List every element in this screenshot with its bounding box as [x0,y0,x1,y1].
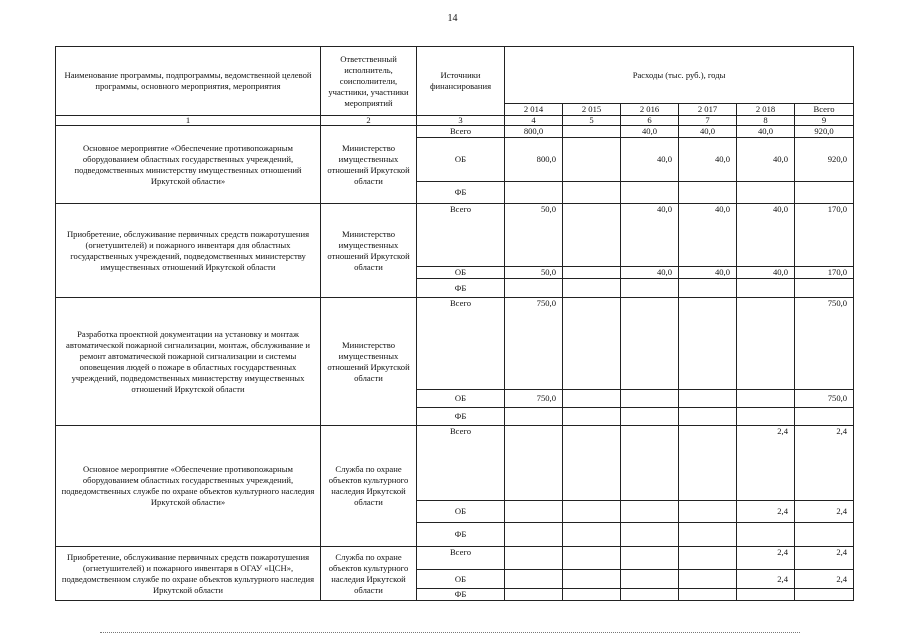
measure-name: Основное мероприятие «Обеспечение противопожарным оборудованием областных государственных учреждений, подведомственных министерству имущественных отношений Иркутской области» [56,126,321,204]
funding-source: Всего [417,204,505,267]
year-value [563,589,621,601]
responsible-executor: Служба по охране объектов культурного наследия Иркутской области [321,547,417,601]
year-value [563,138,621,182]
column-index: 1 [56,116,321,126]
year-value: 800,0 [505,138,563,182]
year-value [621,390,679,408]
year-value: 800,0 [505,126,563,138]
total-value: 2,4 [795,570,854,589]
header-expenses: Расходы (тыс. руб.), годы [505,47,854,104]
funding-source: ОБ [417,501,505,523]
column-index: 2 [321,116,417,126]
year-value [679,547,737,570]
year-value [621,408,679,426]
header-year: 2 017 [679,104,737,116]
column-index: 8 [737,116,795,126]
year-value [563,408,621,426]
year-value: 2,4 [737,547,795,570]
responsible-executor: Министерство имущественных отношений Иркутской области [321,126,417,204]
column-index: 3 [417,116,505,126]
total-value: 920,0 [795,126,854,138]
header-year: 2 015 [563,104,621,116]
year-value: 40,0 [679,138,737,182]
year-value [737,408,795,426]
year-value [621,501,679,523]
year-value [621,426,679,501]
measure-name: Приобретение, обслуживание первичных средств пожаротушения (огнетушителей) и пожарного инвентаря в ОГАУ «ЦСН», подведомственном службе по охране объектов культурного наследия Иркутской области [56,547,321,601]
funding-source: ОБ [417,390,505,408]
year-value [621,570,679,589]
total-value [795,589,854,601]
column-index: 4 [505,116,563,126]
year-value [505,279,563,298]
year-value [737,298,795,390]
page-number: 14 [447,13,458,24]
table-row [56,126,854,138]
year-value [563,501,621,523]
year-value [679,279,737,298]
year-value [505,501,563,523]
year-value [563,267,621,279]
year-value: 40,0 [737,204,795,267]
year-value [505,523,563,547]
year-value: 750,0 [505,298,563,390]
year-value [737,523,795,547]
header-responsible: Ответственный исполнитель, соисполнители, участники, участники мероприятий [321,47,417,116]
year-value [679,390,737,408]
year-value: 40,0 [679,126,737,138]
funding-source: ФБ [417,279,505,298]
header-name: Наименование программы, подпрограммы, ведомственной целевой программы, основного мероприятия, мероприятия [56,47,321,116]
funding-source: ФБ [417,523,505,547]
column-index: 5 [563,116,621,126]
year-value: 50,0 [505,204,563,267]
year-value [621,547,679,570]
year-value: 40,0 [621,204,679,267]
year-value: 750,0 [505,390,563,408]
funding-source: ОБ [417,267,505,279]
header-year: 2 018 [737,104,795,116]
table-row [56,298,854,390]
year-value [737,279,795,298]
responsible-executor: Министерство имущественных отношений Иркутской области [321,298,417,426]
year-value [505,408,563,426]
total-value: 920,0 [795,138,854,182]
funding-source: ФБ [417,589,505,601]
year-value [505,589,563,601]
responsible-executor: Служба по охране объектов культурного наследия Иркутской области [321,426,417,547]
funding-source: Всего [417,126,505,138]
year-value [679,408,737,426]
header-year: 2 014 [505,104,563,116]
funding-source: ОБ [417,138,505,182]
year-value [563,182,621,204]
year-value: 40,0 [737,267,795,279]
total-value: 2,4 [795,501,854,523]
funding-source: ОБ [417,570,505,589]
scan-edge-line [100,632,800,633]
column-index: 7 [679,116,737,126]
year-value: 40,0 [621,267,679,279]
year-value [505,570,563,589]
measure-name: Основное мероприятие «Обеспечение противопожарным оборудованием областных государственных учреждений, подведомственных службе по охране объектов культурного наследия Иркутской области» [56,426,321,547]
year-value [621,182,679,204]
year-value [563,204,621,267]
total-value: 2,4 [795,547,854,570]
year-value [621,589,679,601]
header-year: 2 016 [621,104,679,116]
total-value [795,182,854,204]
year-value: 40,0 [737,138,795,182]
measure-name: Разработка проектной документации на установку и монтаж автоматической пожарной сигнализации, монтаж, обслуживание и ремонт автоматической пожарной сигнализации и системы оповещения людей о пожаре в областных государственных учреждений, подведомственных министерству имущественных отношений Иркутской области [56,298,321,426]
year-value [563,298,621,390]
year-value: 50,0 [505,267,563,279]
year-value: 2,4 [737,426,795,501]
year-value: 2,4 [737,570,795,589]
table-row [56,204,854,267]
year-value [679,589,737,601]
year-value [505,426,563,501]
table-row [56,547,854,570]
budget-table [55,46,854,601]
funding-source: Всего [417,547,505,570]
total-value: 750,0 [795,390,854,408]
total-value: 2,4 [795,426,854,501]
header-source: Источники финансирования [417,47,505,116]
funding-source: ФБ [417,182,505,204]
year-value [621,279,679,298]
year-value [563,570,621,589]
total-value: 750,0 [795,298,854,390]
year-value [563,279,621,298]
year-value [679,426,737,501]
funding-source: ФБ [417,408,505,426]
funding-source: Всего [417,426,505,501]
year-value [621,523,679,547]
year-value: 2,4 [737,501,795,523]
funding-source: Всего [417,298,505,390]
year-value [505,182,563,204]
year-value [563,390,621,408]
table-row [56,426,854,501]
year-value: 40,0 [679,204,737,267]
year-value [679,570,737,589]
column-index: 6 [621,116,679,126]
year-value [505,547,563,570]
year-value [621,298,679,390]
year-value: 40,0 [737,126,795,138]
year-value [563,426,621,501]
year-value [737,182,795,204]
year-value [679,182,737,204]
total-value: 170,0 [795,204,854,267]
total-value: 170,0 [795,267,854,279]
year-value: 40,0 [679,267,737,279]
measure-name: Приобретение, обслуживание первичных средств пожаротушения (огнетушителей) и пожарного инвентаря для областных государственных учреждений, подведомственных министерству имущественных отношений Иркутской области [56,204,321,298]
year-value [563,547,621,570]
year-value: 40,0 [621,126,679,138]
total-value [795,408,854,426]
year-value [737,589,795,601]
column-index: 9 [795,116,854,126]
year-value [563,126,621,138]
year-value: 40,0 [621,138,679,182]
year-value [737,390,795,408]
year-value [679,298,737,390]
total-value [795,279,854,298]
year-value [679,523,737,547]
year-value [679,501,737,523]
year-value [563,523,621,547]
responsible-executor: Министерство имущественных отношений Иркутской области [321,204,417,298]
header-total: Всего [795,104,854,116]
total-value [795,523,854,547]
